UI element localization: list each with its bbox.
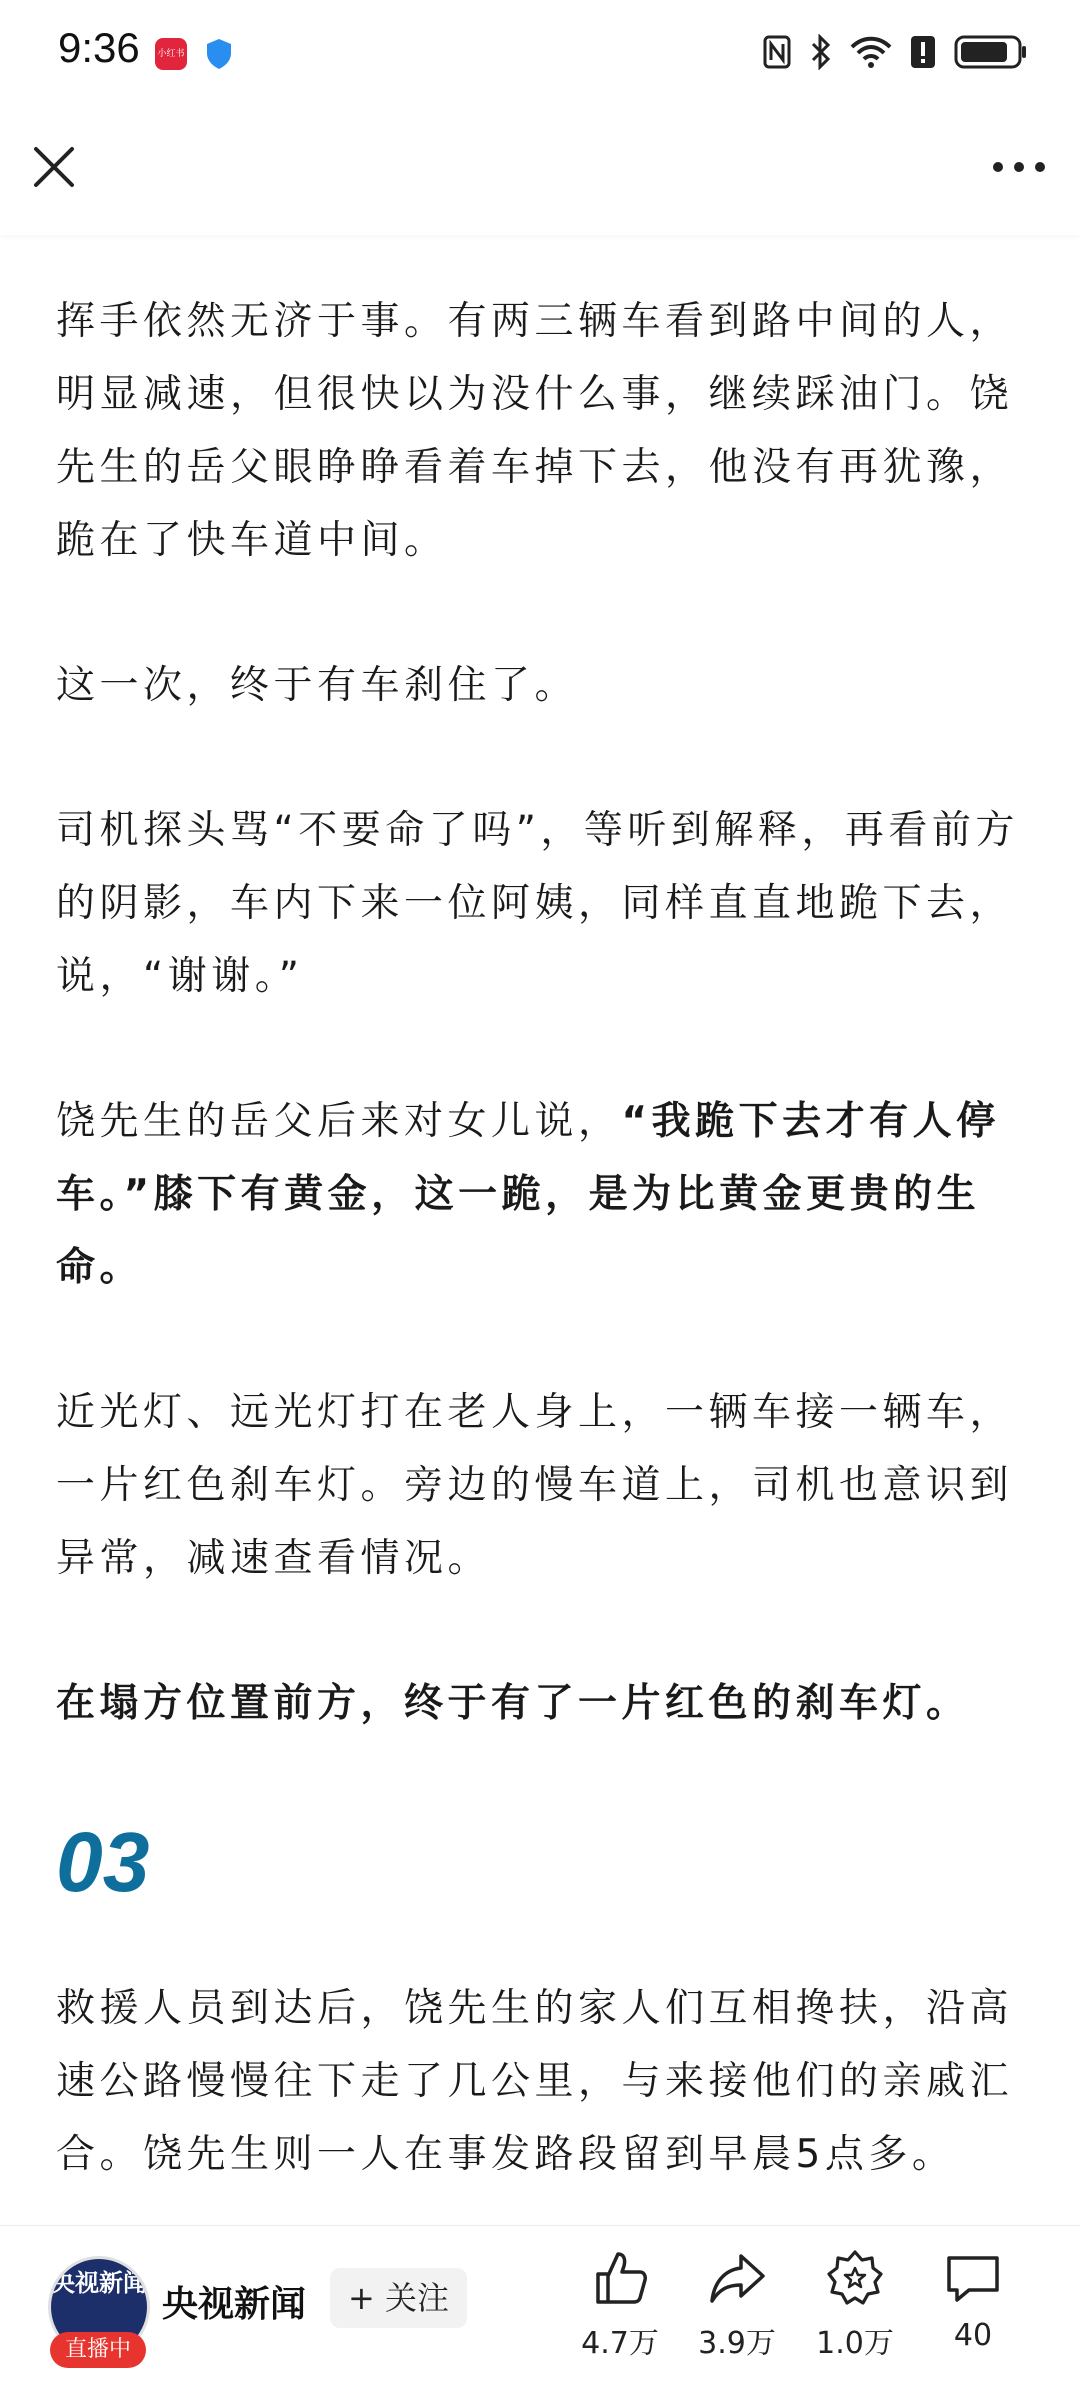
more-icon[interactable] bbox=[984, 139, 1054, 195]
star-badge-icon bbox=[825, 2248, 885, 2308]
status-icons bbox=[762, 30, 1028, 74]
wifi-icon bbox=[850, 35, 892, 69]
account-name[interactable]: 央视新闻 bbox=[162, 2284, 307, 2325]
live-badge[interactable]: 直播中 bbox=[50, 2332, 146, 2368]
app-notification-badge: 小红书 bbox=[155, 38, 187, 70]
comment-icon bbox=[943, 2248, 1003, 2308]
comment-button[interactable] bbox=[918, 2248, 1028, 2353]
top-nav-bar bbox=[0, 105, 1080, 235]
avatar-logo-text: 央视新闻 bbox=[51, 2269, 147, 2297]
like-count: 4.7万 bbox=[581, 2326, 659, 2361]
paragraph-5: 近光灯、远光灯打在老人身上，一辆车接一辆车，一片红色刹车灯。旁边的慢车道上，司机也意识到异常，减速查看情况。 bbox=[56, 1390, 1014, 1581]
status-bar bbox=[0, 0, 1080, 105]
section-number: 03 bbox=[56, 1815, 150, 1909]
nfc-icon bbox=[762, 34, 792, 70]
share-count: 3.9万 bbox=[698, 2326, 776, 2361]
paragraph-2: 这一次，终于有车刹住了。 bbox=[56, 663, 579, 708]
paragraph-1: 挥手依然无济于事。有两三辆车看到路中间的人，明显减速，但很快以为没什么事，继续踩油门。饶先生的岳父眼睁睁看着车掉下去，他没有再犹豫，跪在了快车道中间。 bbox=[56, 299, 1014, 563]
battery-icon bbox=[954, 34, 1028, 70]
paragraph-4 bbox=[56, 1085, 1026, 1304]
alert-icon bbox=[910, 34, 936, 70]
paragraph-4-text: 饶先生的岳父后来对女儿说， bbox=[56, 1099, 622, 1144]
paragraph-3: 司机探头骂“不要命了吗”，等听到解释，再看前方的阴影，车内下来一位阿姨，同样直直地跪下去，说，“谢谢。” bbox=[56, 808, 1019, 999]
paragraph-7: 救援人员到达后，饶先生的家人们互相搀扶，沿高速公路慢慢往下走了几公里，与来接他们的亲戚汇合。饶先生则一人在事发路段留到早晨5点多。 bbox=[56, 1986, 1014, 2177]
paragraph-4-bold-quote: “我跪下去才有人停车。”膝下有黄金，这一跪，是为比黄金更贵的生命。 bbox=[56, 1099, 1000, 1290]
status-time: 9:36 bbox=[58, 24, 140, 71]
favorite-button[interactable] bbox=[800, 2248, 910, 2362]
close-icon[interactable] bbox=[26, 139, 82, 195]
share-button[interactable] bbox=[682, 2248, 792, 2362]
like-button[interactable] bbox=[565, 2248, 675, 2362]
bluetooth-icon bbox=[810, 34, 832, 70]
favorite-count: 1.0万 bbox=[816, 2326, 894, 2361]
thumbs-up-icon bbox=[590, 2248, 650, 2308]
paragraph-6-bold: 在塌方位置前方，终于有了一片红色的刹车灯。 bbox=[56, 1681, 970, 1726]
share-icon bbox=[707, 2248, 767, 2308]
comment-count: 40 bbox=[953, 2318, 993, 2353]
follow-button[interactable]: + 关注 bbox=[330, 2268, 467, 2328]
shield-icon bbox=[205, 38, 233, 70]
article-body bbox=[56, 285, 1026, 2263]
bottom-action-bar bbox=[0, 2225, 1080, 2383]
